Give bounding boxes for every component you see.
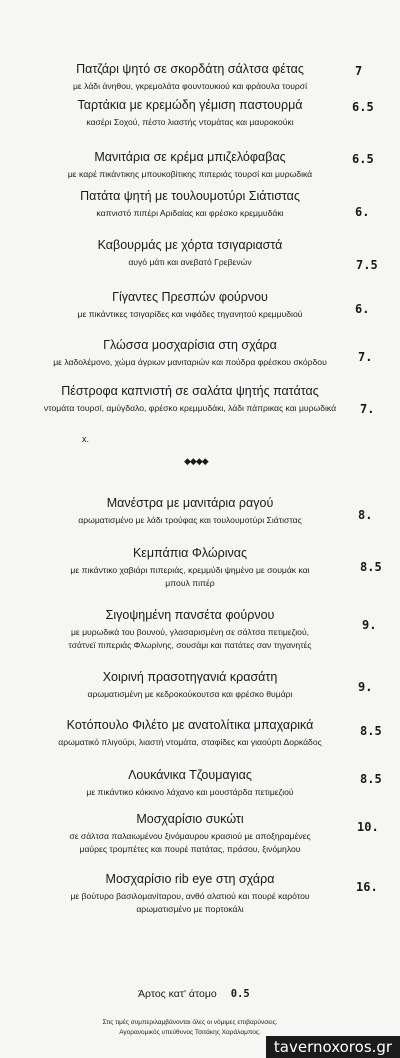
dish-name: Καβουρμάς με χόρτα τσιγαριαστά bbox=[97, 238, 283, 252]
dish-name: Πέστροφα καπνιστή σε σαλάτα ψητής πατάτας bbox=[61, 384, 319, 398]
dish-name: Πατζάρι ψητό σε σκορδάτη σάλτσα φέτας bbox=[76, 62, 304, 76]
dish-price: 16. bbox=[356, 880, 378, 894]
dish-description: καπνιστό πιπέρι Αριδαίας και φρέσκο κρεμμυδάκι bbox=[96, 208, 284, 218]
dish-price: 8.5 bbox=[360, 724, 382, 738]
dish-name: Μοσχαρίσιο rib eye στη σχάρα bbox=[105, 872, 275, 886]
dish-description: με βούτυρο βασιλομανίταρου, ανθό αλατιού και πουρέ καρότου bbox=[70, 891, 310, 901]
dish-price: 7 bbox=[355, 64, 363, 78]
dish-price: 9. bbox=[358, 680, 373, 694]
footer-line: Αγορανομικός υπεύθυνος Τσιτάκης Χαράλαμπος. bbox=[119, 1029, 261, 1036]
dish-description: αυγό μάτι και ανεβατό Γρεβενών bbox=[128, 257, 252, 267]
site-watermark: tavernoxoros.gr bbox=[266, 1036, 400, 1058]
bread-label: Άρτος κατ' άτομο bbox=[138, 988, 217, 1000]
dish-name: Μανέστρα με μανιτάρια ραγού bbox=[106, 496, 274, 510]
dish-name: Γλώσσα μοσχαρίσια στη σχάρα bbox=[103, 338, 277, 352]
dish-description: σε σάλτσα παλαιωμένου ξινόμαυρου κρασιού με αποξηραμένες bbox=[69, 831, 311, 841]
dish-price: 6. bbox=[355, 302, 370, 316]
dish-name: Χοιρινή πρασοτηγανιά κρασάτη bbox=[102, 670, 278, 684]
dish-name: Κεμπάπια Φλώρινας bbox=[132, 546, 248, 560]
dish-name: Ταρτάκια με κρεμώδη γέμιση παστουρμά bbox=[77, 98, 303, 112]
handwritten-mark: x. bbox=[82, 434, 90, 444]
dish-price: 10. bbox=[357, 820, 379, 834]
dish-price: 7. bbox=[358, 350, 373, 364]
dish-description: με καρέ πικάντικης μπουκοβίτικης πιπεριάς τουρσί και μυρωδικά bbox=[67, 169, 313, 179]
dish-description: αρωματισμένη με κεδροκούκουτσα και φρέσκο θυμάρι bbox=[87, 689, 293, 699]
dish-description: μαύρες τρομπέτες και πουρέ πατάτας, πράσου, ξινόμηλου bbox=[79, 844, 301, 854]
legal-footer bbox=[60, 1018, 320, 1038]
dish-description: κασέρι Σοχού, πέστο λιαστής ντομάτας και μαυροκούκι bbox=[86, 117, 294, 127]
dish-price: 8. bbox=[358, 508, 373, 522]
dish-price: 7.5 bbox=[356, 258, 378, 272]
dish-price: 7. bbox=[360, 402, 375, 416]
dish-description: αρωματικό πλιγούρι, λιαστή ντομάτα, σταφίδες και γιαούρτι Δορκάδος bbox=[58, 737, 322, 747]
dish-description: με πικάντικες τσιγαρίδες και νιφάδες τηγανητού κρεμμυδιού bbox=[77, 309, 303, 319]
dish-name: Μανιτάρια σε κρέμα μπιζελόφαβας bbox=[94, 150, 286, 164]
dish-name: Σιγοψημένη πανσέτα φούρνου bbox=[105, 608, 275, 622]
dish-name: Γίγαντες Πρεσπών φούρνου bbox=[112, 290, 268, 304]
dish-description: ντομάτα τουρσί, αμύγδαλο, φρέσκο κρεμμυδάκι, λάδι πάπρικας και μυρωδικά bbox=[43, 403, 337, 413]
dish-price: 8.5 bbox=[360, 772, 382, 786]
dish-name: Πατάτα ψητή με τουλουμοτύρι Σιάτιστας bbox=[80, 189, 300, 203]
dish-name: Λουκάνικα Τζουμαγιας bbox=[128, 768, 252, 782]
dish-price: 8.5 bbox=[360, 560, 382, 574]
dish-description: μπουλ πιπέρ bbox=[165, 578, 215, 588]
dish-price: 9. bbox=[362, 618, 377, 632]
dish-price: 6. bbox=[355, 205, 370, 219]
dish-description: αρωματισμένο με πορτοκάλι bbox=[136, 904, 244, 914]
dish-description: τσάτνεϊ πιπεριάς Φλωρίνης, σουσάμι και πατάτες σαν τηγανητές bbox=[68, 640, 312, 650]
dish-description: με μυρωδικά του βουνού, γλασαρισμένη σε σάλτσα πετιμεζιού, bbox=[70, 627, 310, 637]
dish-description: με πικάντικο χαβιάρι πιπεριάς, κρεμμύδι ψημένο με σουμάκ και bbox=[70, 565, 310, 575]
footer-line: Στις τιμές συμπεριλαμβάνονται όλες οι νόμιμες επιβαρύνσεις. bbox=[102, 1019, 278, 1026]
dish-description: με πικάντικο κόκκινο λάχανο και μουστάρδα πετιμεζιού bbox=[86, 787, 294, 797]
dish-name: Κοτόπουλο Φιλέτο με ανατολίτικα μπαχαρικά bbox=[66, 718, 314, 732]
bread-price: 0.5 bbox=[230, 988, 250, 1000]
dish-description: με λαδολέμονο, χώμα άγριων μανιταριών και πούδρα φρέσκου σκόρδου bbox=[53, 357, 327, 367]
dish-price: 6.5 bbox=[352, 152, 374, 166]
bread-charge bbox=[138, 988, 250, 1000]
section-divider: ◆◆◆◆ bbox=[184, 456, 208, 466]
dish-price: 6.5 bbox=[352, 100, 374, 114]
dish-description: με λάδι άνηθου, γκρεμολάτα φουντουκιού και φράουλα τουρσί bbox=[72, 81, 308, 91]
dish-description: αρωματισμένο με λάδι τρούφας και τουλουμοτύρι Σιάτιστας bbox=[78, 515, 302, 525]
dish-name: Μοσχαρίσιο συκώτι bbox=[136, 812, 244, 826]
